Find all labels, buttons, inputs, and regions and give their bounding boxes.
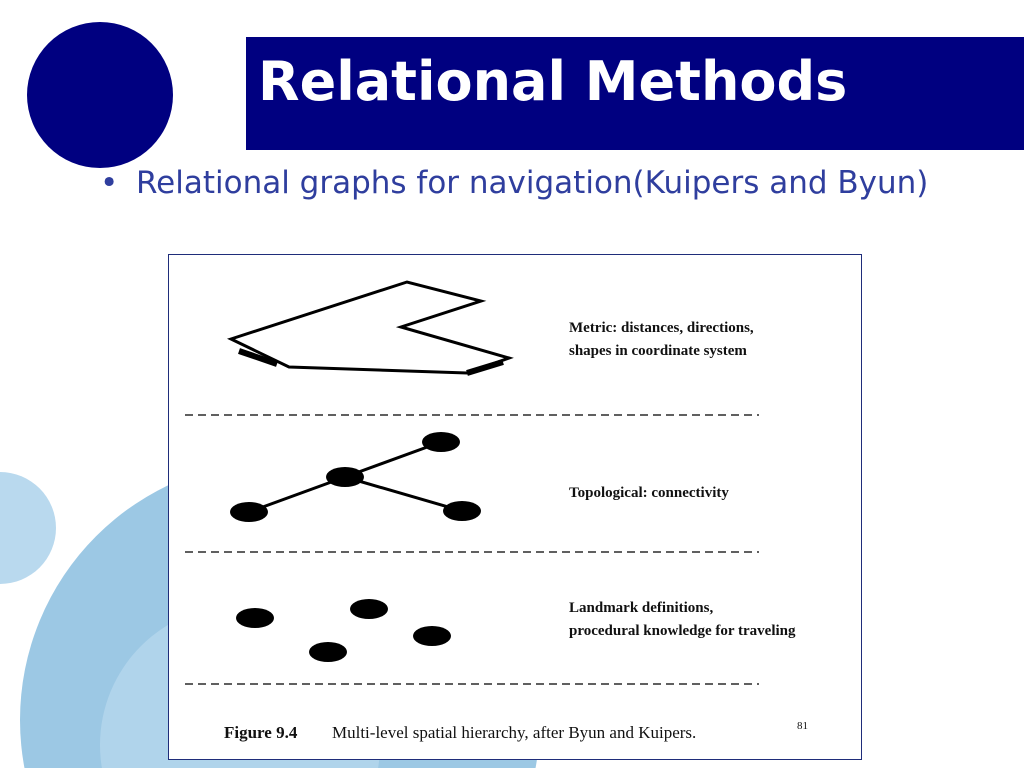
bullet-marker: • (100, 165, 119, 201)
small-bubble-decoration (0, 472, 56, 584)
metric-label-line2: shapes in coordinate system (569, 343, 747, 359)
graph-edge (345, 477, 462, 511)
metric-label-line1: Metric: distances, directions, (569, 320, 754, 336)
figure-caption-text: Multi-level spatial hierarchy, after Byun and Kuipers. (332, 723, 697, 742)
landmark-label-line2: procedural knowledge for traveling (569, 623, 796, 639)
landmark-node (309, 642, 347, 662)
graph-node (230, 502, 268, 522)
title-bar (246, 37, 1024, 150)
slide-title: Relational Methods (258, 50, 848, 113)
landmark-label-line1: Landmark definitions, (569, 600, 714, 616)
landmark-node (413, 626, 451, 646)
landmark-node (236, 608, 274, 628)
graph-node (443, 501, 481, 521)
spatial-hierarchy-diagram (169, 255, 863, 761)
bullet-text: Relational graphs for navigation(Kuipers and Byun) (136, 165, 929, 201)
figure-caption-label: Figure 9.4 (224, 723, 298, 742)
bullet-item (100, 162, 950, 205)
figure-caption-reference: 81 (797, 720, 808, 732)
landmark-node (350, 599, 388, 619)
graph-node (422, 432, 460, 452)
figure-panel (168, 254, 862, 760)
topological-label: Topological: connectivity (569, 485, 729, 501)
navy-circle-decoration (27, 22, 173, 168)
t-shaped-floorplan (231, 282, 509, 373)
graph-node (326, 467, 364, 487)
